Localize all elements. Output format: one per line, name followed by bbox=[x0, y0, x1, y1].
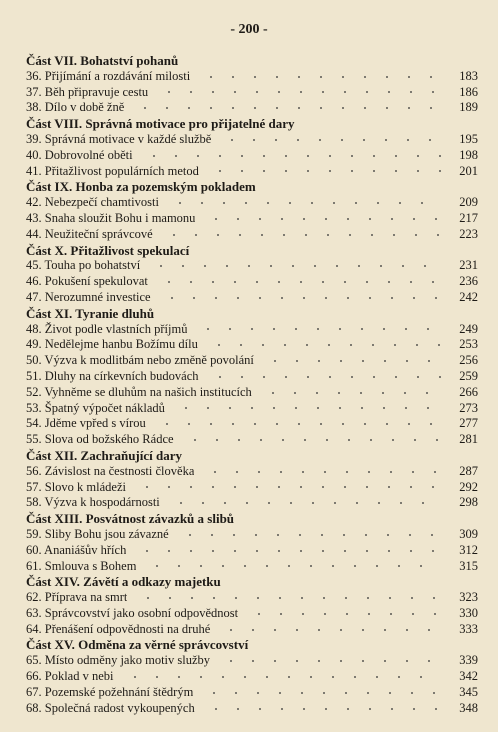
toc-entry bbox=[26, 164, 478, 180]
chapter-title: 46. Pokušení spekulovat bbox=[26, 274, 148, 289]
dot-leader bbox=[248, 610, 442, 618]
chapter-page-number: 298 bbox=[459, 495, 478, 510]
toc-entry bbox=[26, 701, 478, 717]
toc-entry bbox=[26, 369, 478, 385]
dot-leader bbox=[136, 483, 442, 491]
chapter-title: 68. Společná radost vykoupených bbox=[26, 700, 195, 715]
toc-entry bbox=[26, 69, 478, 85]
chapter-title: 54. Jděme vpřed s vírou bbox=[26, 416, 146, 431]
dot-leader bbox=[209, 167, 442, 175]
toc-entry bbox=[26, 258, 478, 274]
toc-entry bbox=[26, 274, 478, 290]
toc-entry bbox=[26, 353, 478, 369]
toc-entry bbox=[26, 148, 478, 164]
toc-entry bbox=[26, 543, 478, 559]
chapter-title: 53. Špatný výpočet nákladů bbox=[26, 400, 165, 415]
chapter-page-number: 309 bbox=[459, 526, 478, 541]
chapter-page-number: 273 bbox=[459, 400, 478, 415]
dot-leader bbox=[143, 152, 442, 160]
chapter-page-number: 323 bbox=[459, 590, 478, 605]
chapter-title: 58. Výzva k hospodárnosti bbox=[26, 495, 160, 510]
chapter-page-number: 256 bbox=[459, 353, 478, 368]
dot-leader bbox=[221, 136, 442, 144]
table-of-contents bbox=[26, 53, 478, 716]
chapter-page-number: 217 bbox=[459, 210, 478, 225]
toc-entry bbox=[26, 132, 478, 148]
dot-leader bbox=[134, 104, 442, 112]
dot-leader bbox=[205, 215, 442, 223]
chapter-title: 55. Slova od božského Rádce bbox=[26, 432, 174, 447]
part-heading: Část VII. Bohatství pohanů bbox=[26, 53, 179, 68]
chapter-page-number: 330 bbox=[459, 605, 478, 620]
chapter-title: 41. Přitažlivost populárních metod bbox=[26, 163, 199, 178]
chapter-page-number: 259 bbox=[459, 368, 478, 383]
toc-entry bbox=[26, 195, 478, 211]
page-number: - 200 - bbox=[230, 22, 268, 37]
dot-leader bbox=[203, 689, 442, 697]
part-heading: Část XIV. Závětí a odkazy majetku bbox=[26, 574, 221, 590]
chapter-title: 42. Nebezpečí chamtivosti bbox=[26, 195, 159, 210]
toc-entry bbox=[26, 100, 478, 116]
chapter-title: 43. Snaha sloužit Bohu i mamonu bbox=[26, 210, 196, 225]
dot-leader bbox=[158, 278, 442, 286]
dot-leader bbox=[208, 341, 442, 349]
chapter-page-number: 249 bbox=[459, 321, 478, 336]
chapter-page-number: 345 bbox=[459, 684, 478, 699]
chapter-title: 67. Pozemské požehnání štědrým bbox=[26, 684, 194, 699]
chapter-title: 64. Přenášení odpovědnosti na druhé bbox=[26, 621, 211, 636]
dot-leader bbox=[124, 673, 443, 681]
chapter-title: 52. Vyhněme se dluhům na našich institucích bbox=[26, 384, 252, 399]
chapter-page-number: 201 bbox=[459, 163, 478, 178]
chapter-title: 48. Život podle vlastních příjmů bbox=[26, 321, 188, 336]
dot-leader bbox=[156, 420, 442, 428]
toc-entry bbox=[26, 85, 478, 101]
chapter-title: 40. Dobrovolné oběti bbox=[26, 147, 133, 162]
chapter-page-number: 231 bbox=[459, 258, 478, 273]
toc-entry bbox=[26, 290, 478, 306]
chapter-page-number: 277 bbox=[459, 416, 478, 431]
toc-entry bbox=[26, 432, 478, 448]
chapter-title: 44. Neužiteční správcové bbox=[26, 226, 153, 241]
chapter-page-number: 312 bbox=[459, 542, 478, 557]
dot-leader bbox=[220, 626, 442, 634]
chapter-page-number: 242 bbox=[459, 289, 478, 304]
toc-entry bbox=[26, 622, 478, 638]
chapter-page-number: 281 bbox=[459, 432, 478, 447]
chapter-page-number: 198 bbox=[459, 147, 478, 162]
toc-entry bbox=[26, 653, 478, 669]
dot-leader bbox=[200, 73, 442, 81]
part-heading: Část XI. Tyranie dluhů bbox=[26, 305, 155, 321]
toc-entry bbox=[26, 685, 478, 701]
dot-leader bbox=[169, 199, 442, 207]
chapter-page-number: 209 bbox=[459, 195, 478, 210]
dot-leader bbox=[137, 594, 442, 602]
dot-leader bbox=[136, 547, 442, 555]
chapter-page-number: 236 bbox=[459, 274, 478, 289]
chapter-title: 51. Dluhy na církevních budovách bbox=[26, 368, 199, 383]
dot-leader bbox=[158, 88, 442, 96]
chapter-title: 39. Správná motivace v každé službě bbox=[26, 131, 212, 146]
part-heading: Část XIII. Posvátnost závazků a slibů bbox=[26, 511, 235, 527]
toc-entry bbox=[26, 480, 478, 496]
chapter-title: 36. Přijímání a rozdávání milosti bbox=[26, 68, 191, 83]
chapter-title: 37. Běh připravuje cestu bbox=[26, 84, 149, 99]
dot-leader bbox=[150, 262, 442, 270]
chapter-title: 60. Ananiášův hřích bbox=[26, 542, 127, 557]
chapter-page-number: 333 bbox=[459, 621, 478, 636]
chapter-title: 50. Výzva k modlitbám nebo změně povolání bbox=[26, 353, 254, 368]
chapter-page-number: 186 bbox=[459, 84, 478, 99]
chapter-page-number: 339 bbox=[459, 653, 478, 668]
dot-leader bbox=[205, 705, 442, 713]
toc-entry bbox=[26, 211, 478, 227]
chapter-page-number: 342 bbox=[459, 669, 478, 684]
chapter-page-number: 292 bbox=[459, 479, 478, 494]
toc-entry bbox=[26, 669, 478, 685]
dot-leader bbox=[197, 325, 442, 333]
dot-leader bbox=[220, 657, 442, 665]
dot-leader bbox=[204, 468, 442, 476]
chapter-page-number: 183 bbox=[459, 68, 478, 83]
dot-leader bbox=[179, 531, 442, 539]
part-heading: Část IX. Honba za pozemským pokladem bbox=[26, 179, 256, 195]
chapter-title: 62. Příprava na smrt bbox=[26, 590, 128, 605]
chapter-title: 56. Závislost na čestnosti člověka bbox=[26, 463, 195, 478]
dot-leader bbox=[163, 231, 442, 239]
chapter-title: 45. Touha po bohatství bbox=[26, 258, 141, 273]
part-heading: Část XII. Zachraňující dary bbox=[26, 447, 183, 463]
dot-leader bbox=[161, 294, 442, 302]
chapter-page-number: 287 bbox=[459, 463, 478, 478]
part-heading: Část VIII. Správná motivace pro přijatelné dary bbox=[26, 116, 295, 132]
dot-leader bbox=[175, 404, 442, 412]
dot-leader bbox=[262, 389, 442, 397]
toc-entry bbox=[26, 337, 478, 353]
chapter-title: 65. Místo odměny jako motiv služby bbox=[26, 653, 211, 668]
chapter-page-number: 348 bbox=[459, 700, 478, 715]
toc-entry bbox=[26, 401, 478, 417]
chapter-page-number: 253 bbox=[459, 337, 478, 352]
chapter-title: 63. Správcovství jako osobní odpovědnost bbox=[26, 605, 239, 620]
toc-entry bbox=[26, 590, 478, 606]
chapter-page-number: 195 bbox=[459, 131, 478, 146]
chapter-title: 49. Nedělejme hanbu Božímu dílu bbox=[26, 337, 198, 352]
dot-leader bbox=[184, 436, 442, 444]
chapter-title: 47. Nerozumné investice bbox=[26, 289, 151, 304]
toc-entry bbox=[26, 527, 478, 543]
part-heading: Část XV. Odměna za věrné správcovství bbox=[26, 637, 249, 653]
toc-entry bbox=[26, 606, 478, 622]
chapter-page-number: 315 bbox=[459, 558, 478, 573]
chapter-title: 38. Dílo v době žně bbox=[26, 100, 125, 115]
chapter-title: 66. Poklad v nebi bbox=[26, 669, 114, 684]
chapter-title: 57. Slovo k mládeži bbox=[26, 479, 126, 494]
dot-leader bbox=[264, 357, 442, 365]
toc-entry bbox=[26, 464, 478, 480]
dot-leader bbox=[170, 499, 442, 507]
toc-entry bbox=[26, 559, 478, 575]
toc-entry bbox=[26, 416, 478, 432]
chapter-page-number: 223 bbox=[459, 226, 478, 241]
dot-leader bbox=[209, 373, 442, 381]
chapter-title: 61. Smlouva s Bohem bbox=[26, 558, 137, 573]
part-heading: Část X. Přitažlivost spekulací bbox=[26, 242, 190, 258]
toc-entry bbox=[26, 385, 478, 401]
toc-entry bbox=[26, 322, 478, 338]
toc-entry bbox=[26, 495, 478, 511]
chapter-page-number: 189 bbox=[459, 100, 478, 115]
chapter-page-number: 266 bbox=[459, 384, 478, 399]
chapter-title: 59. Sliby Bohu jsou závazné bbox=[26, 526, 169, 541]
dot-leader bbox=[146, 562, 442, 570]
toc-entry bbox=[26, 227, 478, 243]
